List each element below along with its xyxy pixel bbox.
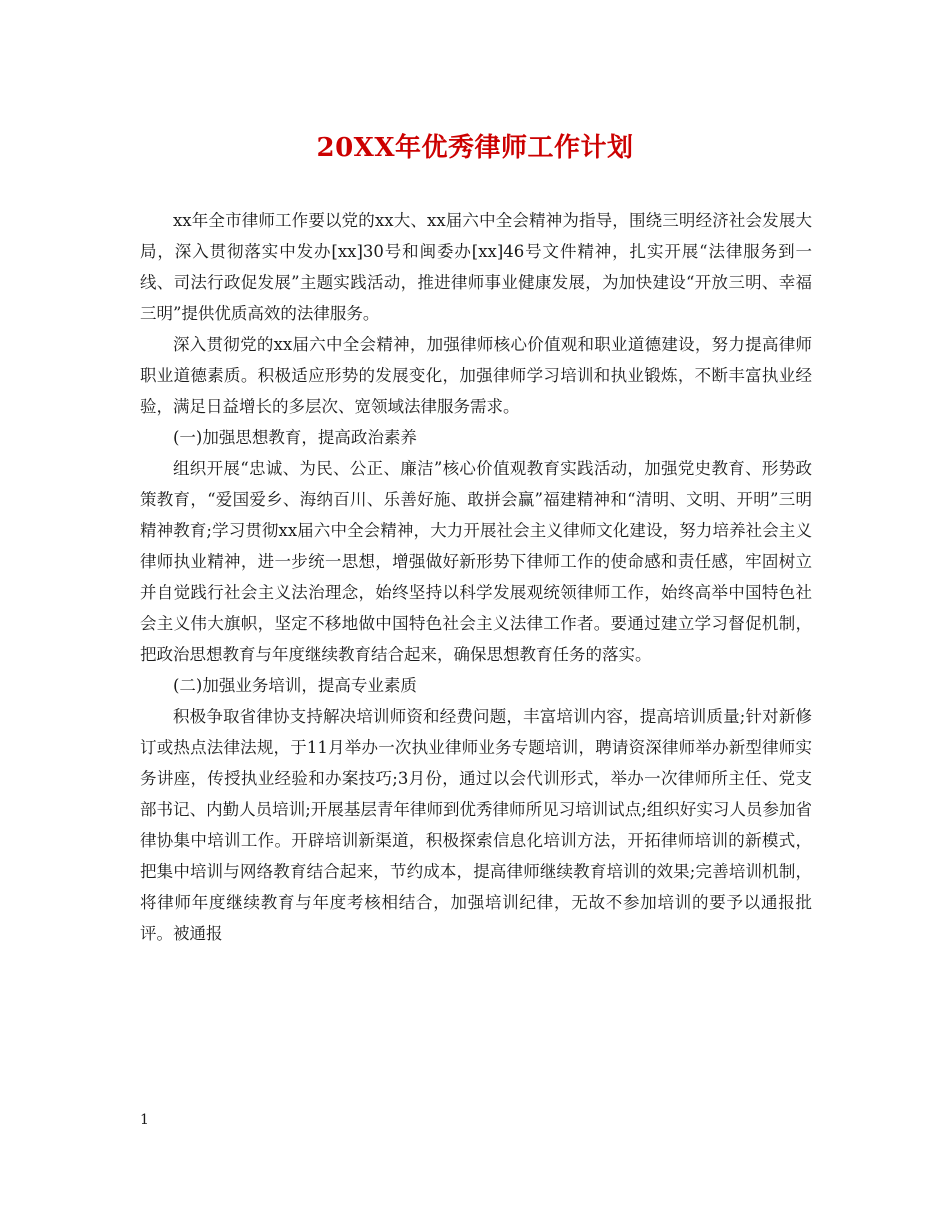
paragraph-intro: xx年全市律师工作要以党的xx大、xx届六中全会精神为指导，围绕三明经济社会发展大局，深入贯彻落实中发办[xx]30号和闽委办[xx]46号文件精神，扎实开展“法律服务到一线、司法行政促发展”主题实践活动，推进律师事业健康发展，为加快建设“开放三明、幸福三明”提供优质高效的法律服务。 (140, 211, 812, 323)
paragraph-training: 积极争取省律协支持解决培训师资和经费问题，丰富培训内容，提高培训质量;针对新修订或热点法律法规，于11月举办一次执业律师业务专题培训，聘请资深律师举办新型律师实务讲座，传授执业经验和办案技巧;3月份，通过以会代训形式，举办一次律师所主任、党支部书记、内勤人员培训;开展基层青年律师到优秀律师所见习培训试点;组织好实习人员参加省律协集中培训工作。开辟培训新渠道，积极探索信息化培训方法，开拓律师培训的新模式，把集中培训与网络教育结合起来，节约成本，提高律师继续教育培训的效果;完善培训机制，将律师年度继续教育与年度考核相结合，加强培训纪律，无故不参加培训的要予以通报批评。被通报 (140, 707, 812, 943)
paragraph-ethics: 深入贯彻党的xx届六中全会精神，加强律师核心价值观和职业道德建设，努力提高律师职业道德素质。积极适应形势的发展变化，加强律师学习培训和执业锻炼，不断丰富执业经验，满足日益增长的多层次、宽领域法律服务需求。 (140, 335, 812, 416)
page-number: 1 (140, 1112, 149, 1128)
document-title: 20XX年优秀律师工作计划 (316, 133, 634, 163)
section-heading-1: (一)加强思想教育，提高政治素养 (173, 428, 417, 447)
section-heading-2: (二)加强业务培训，提高专业素质 (173, 676, 417, 695)
paragraph-ideology: 组织开展“忠诚、为民、公正、廉洁”核心价值观教育实践活动，加强党史教育、形势政策教育，“爱国爱乡、海纳百川、乐善好施、敢拼会赢”福建精神和“清明、文明、开明”三明精神教育;学习贯彻xx届六中全会精神，大力开展社会主义律师文化建设，努力培养社会主义律师执业精神，进一步统一思想，增强做好新形势下律师工作的使命感和责任感，牢固树立并自觉践行社会主义法治理念，始终坚持以科学发展观统领律师工作，始终高举中国特色社会主义伟大旗帜，坚定不移地做中国特色社会主义法律工作者。要通过建立学习督促机制，把政治思想教育与年度继续教育结合起来，确保思想教育任务的落实。 (140, 459, 812, 664)
document-body (140, 205, 812, 949)
